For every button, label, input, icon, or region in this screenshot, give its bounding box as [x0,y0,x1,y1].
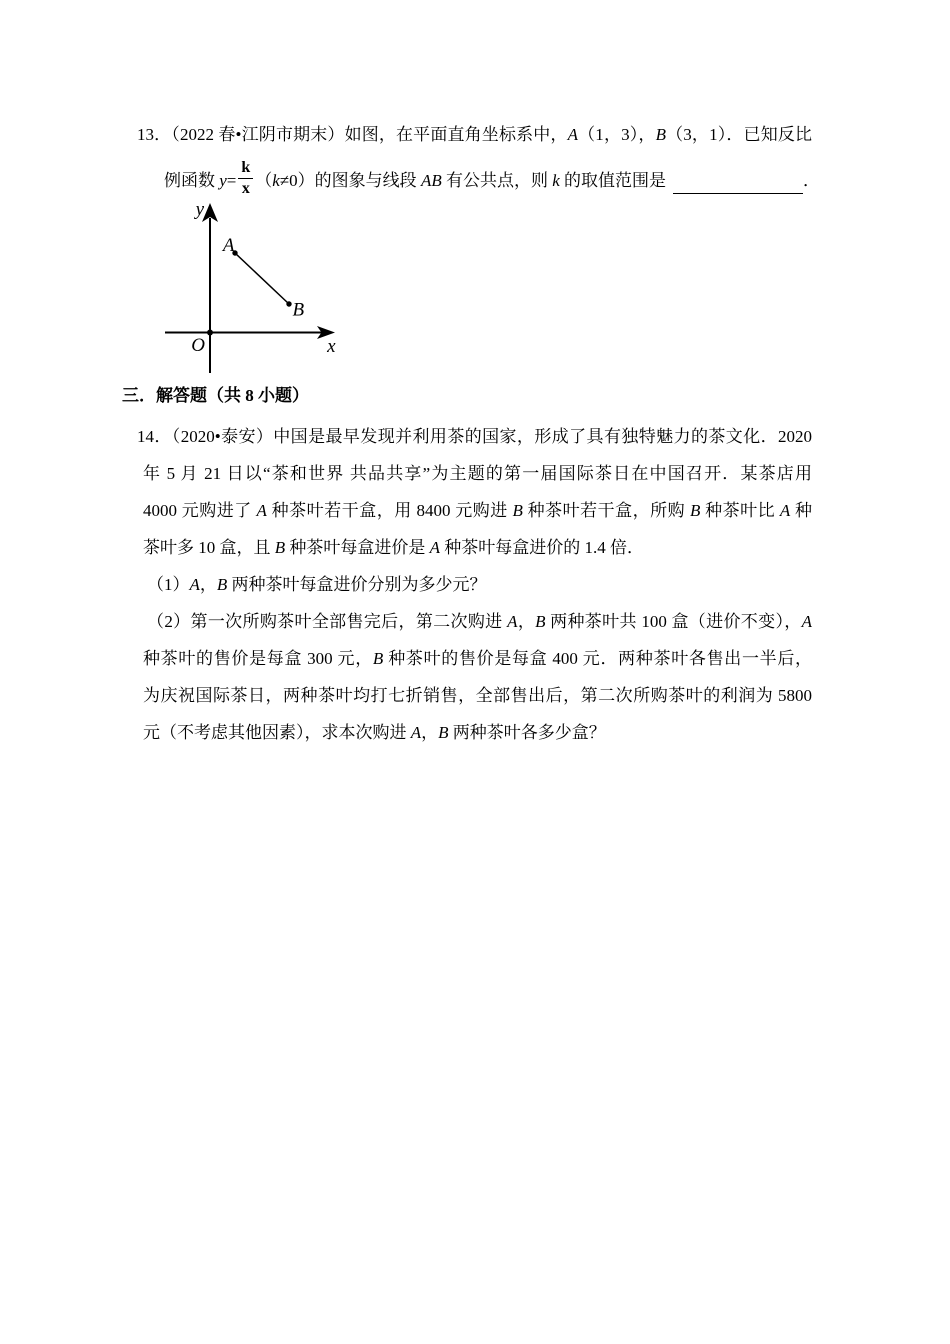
question14-line [143,683,812,709]
question14-part1-line [147,572,487,598]
y-axis-label: y [195,199,204,220]
text-run: 的取值范围是 [559,170,667,190]
math-variable: B [512,501,523,520]
formula-prefix-text [164,166,236,191]
question14-line [143,535,644,561]
text-run: 种茶叶每盒进价的 1.4 倍． [440,538,645,557]
math-variable: A [801,612,813,631]
text-run: ， [421,723,439,742]
answer-blank [673,171,803,194]
math-variable: A [779,501,791,520]
question14-line [137,424,812,450]
math-variable: B [274,538,286,557]
math-variable: B [372,649,384,668]
text-run: 14．（2020•泰安）中国是最早发现并利用茶的国家，形成了具有独特魅力的茶文化．2020 [137,427,812,446]
text-run: = [226,170,237,190]
text-run: （ [255,170,273,190]
math-variable: A [507,612,518,631]
segment-ab [235,253,289,304]
question14-line [143,646,812,672]
text-run: 为庆祝国际茶日，两种茶叶均打七折销售，全部售出后，第二次所购茶叶的利润为 5800 [143,686,812,705]
point-a-label: A [222,235,235,256]
math-variable: B [216,575,228,594]
origin-label: O [191,335,205,356]
text-run: 种茶叶的售价是每盒 400 元．两种茶叶各售出一半后， [383,649,813,668]
text-run: 种茶叶若干盒，用 8400 元购进 [266,501,513,520]
math-variable: A [256,501,267,520]
question14-line [143,498,812,524]
text-run: ， [517,612,536,631]
text-run: 种茶叶每盒进价是 [285,538,430,557]
text-run: 两种茶叶每盒进价分别为多少元？ [227,575,487,594]
math-variable: B [655,125,666,144]
text-run: ≠0）的图象与线段 [279,170,421,190]
coordinate-diagram [160,198,346,384]
text-run: 13．（2022 春•江阴市期末）如图，在平面直角坐标系中， [137,125,568,144]
text-run: （3，1）．已知反比 [665,125,813,144]
math-variable: B [689,501,701,520]
text-run: （1，3）， [577,125,656,144]
fraction-numerator: k [238,159,253,179]
question14-part2-line [147,609,812,635]
text-run: ， [199,575,217,594]
formula-suffix-text [255,166,666,191]
text-run: 4000 元购进了 [143,501,257,520]
math-variable: A [410,723,422,742]
text-run: 种茶叶若干盒，所购 [522,501,690,520]
math-variable: k [552,170,560,190]
sentence-period: ． [803,170,821,190]
math-variable: B [535,612,546,631]
question14-line [143,720,606,746]
math-variable: AB [420,170,442,190]
text-run: 元（不考虑其他因素），求本次购进 [143,723,411,742]
math-variable: y [219,170,227,190]
question13-line2 [164,151,820,205]
text-run: 两种茶叶共 100 盒（进价不变）， [545,612,802,631]
math-variable: A [567,125,578,144]
origin-point [207,330,213,336]
text-run: 有公共点，则 [441,170,553,190]
section-heading: 三．解答题（共 8 小题） [122,386,309,405]
text-run: 种茶叶比 [700,501,780,520]
text-run: 种 [790,501,813,520]
x-axis-label: x [327,336,336,357]
text-run: （1） [147,575,190,594]
text-run: 种茶叶的售价是每盒 300 元， [143,649,373,668]
fraction-denominator: x [241,179,250,197]
text-run: 两种茶叶各多少盒？ [448,723,606,742]
text-run: （2）第一次所购茶叶全部售完后，第二次购进 [147,612,508,631]
question14-line [143,461,812,487]
text-run: 年 5 月 21 日以“茶和世界 共品共享”为主题的第一届国际茶日在中国召开．某茶店用 [143,464,812,483]
fraction-k-over-x [238,159,253,197]
math-variable: B [438,723,449,742]
math-variable: A [189,575,200,594]
text-run: 例函数 [164,170,220,190]
math-variable: A [429,538,441,557]
point-b [286,301,291,306]
question13-line1 [137,122,812,148]
math-variable: k [272,170,280,190]
point-b-label: B [292,299,305,321]
text-run: 茶叶多 10 盒，且 [143,538,275,557]
